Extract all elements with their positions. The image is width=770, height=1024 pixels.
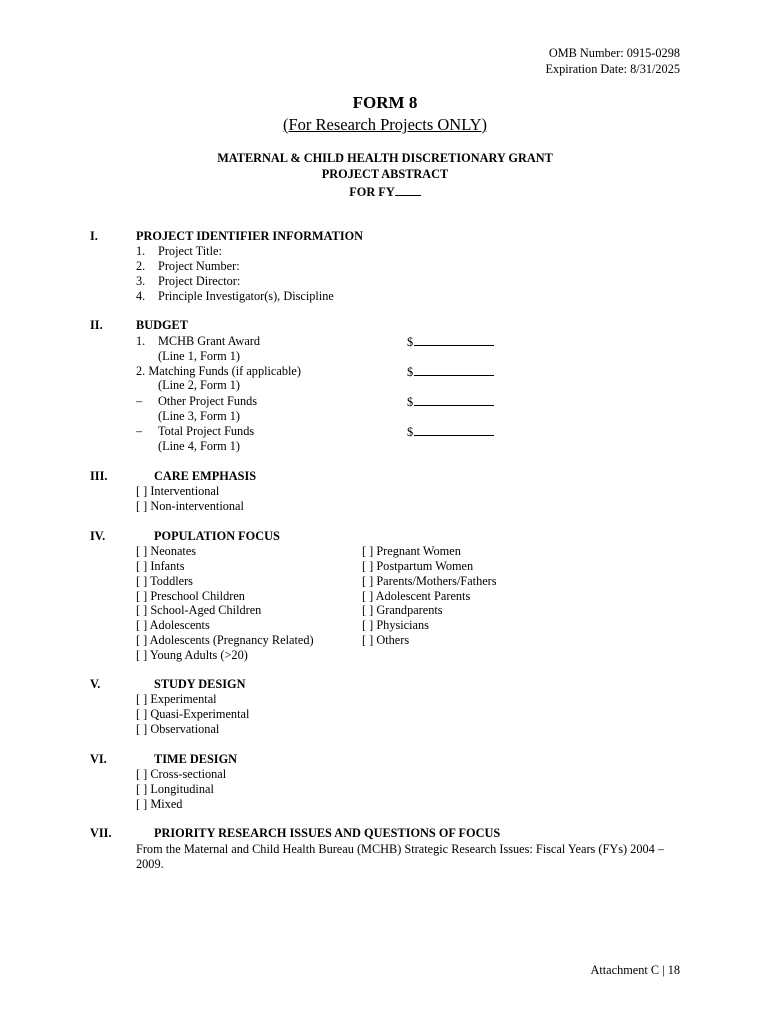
checkbox-non-interventional[interactable]: [ ] Non-interventional: [136, 499, 244, 513]
s1-item-4-num: 4.: [136, 289, 146, 303]
checkbox-postpartum-women[interactable]: [ ] Postpartum Women: [362, 559, 474, 573]
s2-item-3-label: Other Project Funds: [158, 394, 258, 408]
checkbox-quasi-experimental[interactable]: [ ] Quasi-Experimental: [136, 707, 250, 721]
section-6-heading: TIME DESIGN: [154, 752, 238, 766]
title-line-3: FOR FY: [0, 184, 770, 200]
checkbox-adolescent-parents[interactable]: [ ] Adolescent Parents: [362, 589, 471, 603]
section-2-numeral: II.: [90, 318, 103, 332]
checkbox-observational[interactable]: [ ] Observational: [136, 722, 220, 736]
checkbox-neonates[interactable]: [ ] Neonates: [136, 544, 197, 558]
s1-item-1-label: Project Title:: [158, 244, 222, 258]
checkbox-adolescents-pregnancy[interactable]: [ ] Adolescents (Pregnancy Related): [136, 633, 314, 647]
checkbox-physicians[interactable]: [ ] Physicians: [362, 618, 429, 632]
s2-item-3-num: –: [136, 394, 143, 408]
s2-item-2-label: 2. Matching Funds (if applicable): [136, 364, 301, 378]
page-footer: Attachment C | 18: [590, 963, 680, 977]
section-5-numeral: V.: [90, 677, 101, 691]
checkbox-toddlers[interactable]: [ ] Toddlers: [136, 574, 193, 588]
section-6-numeral: VI.: [90, 752, 107, 766]
section-7-heading: PRIORITY RESEARCH ISSUES AND QUESTIONS OF FOCUS: [154, 826, 501, 840]
s2-item-4-label: Total Project Funds: [158, 424, 255, 438]
fy-blank: [395, 184, 421, 196]
checkbox-others[interactable]: [ ] Others: [362, 633, 410, 647]
s1-item-1-num: 1.: [136, 244, 146, 258]
section-5-heading: STUDY DESIGN: [154, 677, 246, 691]
section-3-numeral: III.: [90, 469, 108, 483]
s2-item-4-sub: (Line 4, Form 1): [158, 439, 240, 453]
total-project-funds-field[interactable]: $: [407, 424, 494, 440]
s2-item-1-sub: (Line 1, Form 1): [158, 349, 240, 363]
checkbox-infants[interactable]: [ ] Infants: [136, 559, 185, 573]
title-line-1: MATERNAL & CHILD HEALTH DISCRETIONARY GRANT: [217, 151, 553, 165]
checkbox-preschool-children[interactable]: [ ] Preschool Children: [136, 589, 245, 603]
checkbox-parents[interactable]: [ ] Parents/Mothers/Fathers: [362, 574, 497, 588]
section-2-heading: BUDGET: [136, 318, 188, 332]
checkbox-young-adults[interactable]: [ ] Young Adults (>20): [136, 648, 248, 662]
section-4-numeral: IV.: [90, 529, 106, 543]
s2-item-3-sub: (Line 3, Form 1): [158, 409, 240, 423]
form-subtitle: (For Research Projects ONLY): [282, 115, 488, 134]
s1-item-3-label: Project Director:: [158, 274, 241, 288]
checkbox-pregnant-women[interactable]: [ ] Pregnant Women: [362, 544, 461, 558]
s2-item-1-label: MCHB Grant Award: [158, 334, 261, 348]
checkbox-cross-sectional[interactable]: [ ] Cross-sectional: [136, 767, 227, 781]
checkbox-adolescents[interactable]: [ ] Adolescents: [136, 618, 210, 632]
omb-number: OMB Number: 0915-0298: [548, 46, 680, 60]
s1-item-2-num: 2.: [136, 259, 146, 273]
section-1-numeral: I.: [90, 229, 98, 243]
checkbox-longitudinal[interactable]: [ ] Longitudinal: [136, 782, 214, 796]
s2-item-1-num: 1.: [136, 334, 146, 348]
matching-funds-field[interactable]: $: [407, 364, 494, 380]
checkbox-school-aged-children[interactable]: [ ] School-Aged Children: [136, 603, 262, 617]
other-project-funds-field[interactable]: $: [407, 394, 494, 410]
title-line-2: PROJECT ABSTRACT: [321, 167, 449, 181]
s1-item-4-label: Principle Investigator(s), Discipline: [158, 289, 334, 303]
section-7-numeral: VII.: [90, 826, 112, 840]
expiration-date: Expiration Date: 8/31/2025: [545, 62, 680, 76]
s2-item-2-sub: (Line 2, Form 1): [158, 378, 240, 392]
checkbox-mixed[interactable]: [ ] Mixed: [136, 797, 183, 811]
section-1-heading: PROJECT IDENTIFIER INFORMATION: [136, 229, 364, 243]
s1-item-2-label: Project Number:: [158, 259, 240, 273]
checkbox-interventional[interactable]: [ ] Interventional: [136, 484, 220, 498]
mchb-grant-award-field[interactable]: $: [407, 334, 494, 350]
s1-item-3-num: 3.: [136, 274, 146, 288]
section-7-body: From the Maternal and Child Health Bureau (MCHB) Strategic Research Issues: Fiscal Years (FYs) 2004 – 2009.: [136, 842, 664, 871]
section-4-heading: POPULATION FOCUS: [154, 529, 280, 543]
section-3-heading: CARE EMPHASIS: [154, 469, 257, 483]
form-title: FORM 8: [352, 93, 418, 112]
checkbox-grandparents[interactable]: [ ] Grandparents: [362, 603, 443, 617]
checkbox-experimental[interactable]: [ ] Experimental: [136, 692, 217, 706]
s2-item-4-num: –: [136, 424, 143, 438]
